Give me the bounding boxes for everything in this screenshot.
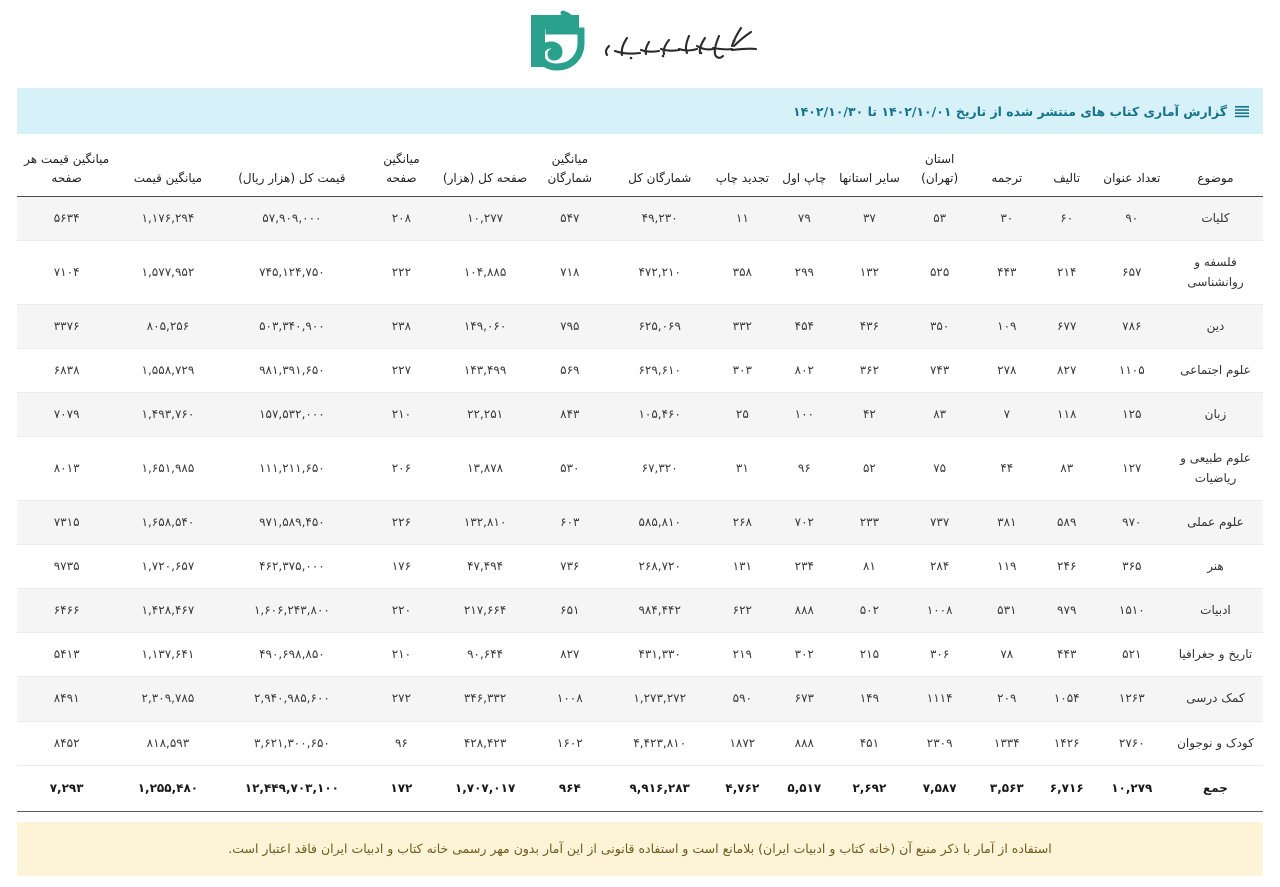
cell-reprint: ۲۶۸ [711, 500, 773, 544]
cell-authored: ۸۲۷ [1038, 348, 1096, 392]
cell-circulation-total: ۲۶۸,۷۲۰ [608, 544, 711, 588]
table-row [17, 197, 1263, 241]
footer-note: استفاده از آمار با ذکر منبع آن (خانه کتاب و ادبیات ایران) بلامانع است و استفاده قانونی از این آمار بدون مهر رسمی خانه کتاب و ادبیات ایران فاقد اعتبار است. [17, 822, 1263, 876]
total-cell-circulation-avg: ۹۶۴ [532, 765, 608, 811]
table-row [17, 304, 1263, 348]
column-header-tehran: استان (تهران) [904, 140, 976, 197]
cell-price-avg: ۲,۳۰۹,۷۸۵ [116, 677, 219, 721]
cell-circulation-total: ۱,۲۷۳,۲۷۲ [608, 677, 711, 721]
cell-price-total: ۷۴۵,۱۲۴,۷۵۰ [220, 241, 365, 304]
cell-circulation-avg: ۵۶۹ [532, 348, 608, 392]
cell-title-count: ۷۸۶ [1096, 304, 1168, 348]
cell-pages-avg: ۱۷۶ [364, 544, 438, 588]
column-header-subject: موضوع [1168, 140, 1263, 197]
cell-first-print: ۸۸۸ [773, 721, 835, 765]
cell-circulation-total: ۴,۴۲۳,۸۱۰ [608, 721, 711, 765]
cell-pages-total: ۹۰,۶۴۴ [439, 633, 532, 677]
cell-tehran: ۷۳۷ [904, 500, 976, 544]
column-header-first-print: چاپ اول [773, 140, 835, 197]
cell-price-total: ۹۸۱,۳۹۱,۶۵۰ [220, 348, 365, 392]
cell-circulation-total: ۵۸۵,۸۱۰ [608, 500, 711, 544]
column-header-price-total: قیمت کل (هزار ریال) [220, 140, 365, 197]
cell-circulation-avg: ۷۹۵ [532, 304, 608, 348]
cell-pages-total: ۲۱۷,۶۶۴ [439, 589, 532, 633]
cell-circulation-total: ۴۳۱,۳۳۰ [608, 633, 711, 677]
cell-tehran: ۸۳ [904, 393, 976, 437]
total-cell-price-avg: ۱,۲۵۵,۴۸۰ [116, 765, 219, 811]
cell-translated: ۱۰۹ [976, 304, 1038, 348]
cell-first-print: ۷۰۲ [773, 500, 835, 544]
table-row [17, 500, 1263, 544]
total-cell-other-provinces: ۲,۶۹۲ [835, 765, 903, 811]
cell-pages-total: ۳۴۶,۳۳۲ [439, 677, 532, 721]
cell-pages-avg: ۲۱۰ [364, 393, 438, 437]
cell-first-print: ۲۳۴ [773, 544, 835, 588]
cell-authored: ۸۳ [1038, 437, 1096, 500]
total-cell-pages-avg: ۱۷۲ [364, 765, 438, 811]
table-row [17, 633, 1263, 677]
cell-first-print: ۴۵۴ [773, 304, 835, 348]
cell-authored: ۱۱۸ [1038, 393, 1096, 437]
cell-translated: ۲۷۸ [976, 348, 1038, 392]
cell-authored: ۱۴۲۶ [1038, 721, 1096, 765]
cell-subject: تاریخ و جغرافیا [1168, 633, 1263, 677]
cell-price-total: ۹۷۱,۵۸۹,۴۵۰ [220, 500, 365, 544]
cell-reprint: ۳۵۸ [711, 241, 773, 304]
khaneh-ketab-logo-mark-icon [519, 9, 587, 79]
table-row [17, 677, 1263, 721]
cell-circulation-avg: ۸۲۷ [532, 633, 608, 677]
column-header-price-avg: میانگین قیمت [116, 140, 219, 197]
column-header-translated: ترجمه [976, 140, 1038, 197]
cell-first-print: ۹۶ [773, 437, 835, 500]
cell-reprint: ۶۲۲ [711, 589, 773, 633]
cell-other-provinces: ۳۶۲ [835, 348, 903, 392]
cell-title-count: ۹۷۰ [1096, 500, 1168, 544]
total-cell-authored: ۶,۷۱۶ [1038, 765, 1096, 811]
cell-price-avg: ۱,۵۷۷,۹۵۲ [116, 241, 219, 304]
cell-subject: ادبیات [1168, 589, 1263, 633]
cell-price-total: ۲,۹۴۰,۹۸۵,۶۰۰ [220, 677, 365, 721]
cell-circulation-total: ۶۲۹,۶۱۰ [608, 348, 711, 392]
cell-price-per-page: ۳۳۷۶ [17, 304, 116, 348]
cell-circulation-avg: ۵۳۰ [532, 437, 608, 500]
cell-first-print: ۲۹۹ [773, 241, 835, 304]
cell-price-avg: ۱,۴۲۸,۴۶۷ [116, 589, 219, 633]
statistics-table-container [0, 140, 1280, 812]
total-cell-title-count: ۱۰,۲۷۹ [1096, 765, 1168, 811]
cell-price-avg: ۱,۵۵۸,۷۲۹ [116, 348, 219, 392]
cell-pages-total: ۱۰۴,۸۸۵ [439, 241, 532, 304]
cell-circulation-avg: ۸۴۳ [532, 393, 608, 437]
cell-translated: ۱۱۹ [976, 544, 1038, 588]
table-row [17, 348, 1263, 392]
report-title: گزارش آماری کتاب های منتشر شده از تاریخ ۱۴۰۲/۱۰/۰۱ تا ۱۴۰۲/۱۰/۳۰ [793, 103, 1227, 119]
cell-reprint: ۳۳۲ [711, 304, 773, 348]
column-header-pages-total: صفحه کل (هزار) [439, 140, 532, 197]
cell-subject: دین [1168, 304, 1263, 348]
cell-price-total: ۱,۶۰۶,۲۴۳,۸۰۰ [220, 589, 365, 633]
cell-circulation-avg: ۱۰۰۸ [532, 677, 608, 721]
cell-subject: کودک و نوجوان [1168, 721, 1263, 765]
table-header-row [17, 140, 1263, 197]
column-header-pages-avg: میانگین صفحه [364, 140, 438, 197]
cell-title-count: ۲۷۶۰ [1096, 721, 1168, 765]
cell-price-per-page: ۸۴۹۱ [17, 677, 116, 721]
cell-price-per-page: ۷۰۷۹ [17, 393, 116, 437]
cell-other-provinces: ۳۷ [835, 197, 903, 241]
cell-price-per-page: ۹۷۳۵ [17, 544, 116, 588]
cell-subject: زبان [1168, 393, 1263, 437]
cell-other-provinces: ۴۳۶ [835, 304, 903, 348]
cell-pages-avg: ۲۰۸ [364, 197, 438, 241]
cell-pages-avg: ۹۶ [364, 721, 438, 765]
cell-authored: ۲۱۴ [1038, 241, 1096, 304]
cell-pages-avg: ۲۳۸ [364, 304, 438, 348]
cell-circulation-avg: ۵۴۷ [532, 197, 608, 241]
cell-circulation-total: ۱۰۵,۴۶۰ [608, 393, 711, 437]
cell-price-per-page: ۵۴۱۳ [17, 633, 116, 677]
cell-title-count: ۳۶۵ [1096, 544, 1168, 588]
table-row [17, 437, 1263, 500]
cell-first-print: ۸۸۸ [773, 589, 835, 633]
column-header-circulation-total: شمارگان کل [608, 140, 711, 197]
cell-reprint: ۱۱ [711, 197, 773, 241]
cell-translated: ۴۴ [976, 437, 1038, 500]
cell-pages-total: ۱۳۲,۸۱۰ [439, 500, 532, 544]
total-cell-reprint: ۴,۷۶۲ [711, 765, 773, 811]
cell-tehran: ۱۰۰۸ [904, 589, 976, 633]
cell-reprint: ۱۳۱ [711, 544, 773, 588]
cell-other-provinces: ۱۳۲ [835, 241, 903, 304]
total-cell-tehran: ۷,۵۸۷ [904, 765, 976, 811]
cell-circulation-total: ۶۷,۳۲۰ [608, 437, 711, 500]
cell-other-provinces: ۱۴۹ [835, 677, 903, 721]
cell-price-avg: ۸۱۸,۵۹۳ [116, 721, 219, 765]
total-cell-price-total: ۱۲,۴۴۹,۷۰۳,۱۰۰ [220, 765, 365, 811]
cell-pages-total: ۴۲۸,۴۲۳ [439, 721, 532, 765]
cell-reprint: ۳۱ [711, 437, 773, 500]
cell-tehran: ۵۳ [904, 197, 976, 241]
cell-title-count: ۱۱۰۵ [1096, 348, 1168, 392]
total-cell-subject: جمع [1168, 765, 1263, 811]
cell-translated: ۴۴۳ [976, 241, 1038, 304]
cell-pages-total: ۲۲,۲۵۱ [439, 393, 532, 437]
cell-first-print: ۳۰۲ [773, 633, 835, 677]
cell-tehran: ۳۵۰ [904, 304, 976, 348]
cell-price-avg: ۱,۴۹۳,۷۶۰ [116, 393, 219, 437]
total-cell-circulation-total: ۹,۹۱۶,۲۸۳ [608, 765, 711, 811]
cell-authored: ۵۸۹ [1038, 500, 1096, 544]
cell-translated: ۳۰ [976, 197, 1038, 241]
total-cell-pages-total: ۱,۷۰۷,۰۱۷ [439, 765, 532, 811]
cell-title-count: ۶۵۷ [1096, 241, 1168, 304]
cell-price-per-page: ۶۴۶۶ [17, 589, 116, 633]
cell-reprint: ۳۰۳ [711, 348, 773, 392]
cell-price-total: ۱۵۷,۵۳۲,۰۰۰ [220, 393, 365, 437]
cell-authored: ۴۴۳ [1038, 633, 1096, 677]
column-header-circulation-avg: میانگین شمارگان [532, 140, 608, 197]
cell-circulation-avg: ۷۱۸ [532, 241, 608, 304]
cell-other-provinces: ۲۳۳ [835, 500, 903, 544]
cell-price-per-page: ۸۰۱۳ [17, 437, 116, 500]
cell-pages-avg: ۲۷۲ [364, 677, 438, 721]
table-row [17, 721, 1263, 765]
cell-circulation-avg: ۶۰۳ [532, 500, 608, 544]
cell-subject: کلیات [1168, 197, 1263, 241]
cell-pages-total: ۱۳,۸۷۸ [439, 437, 532, 500]
cell-subject: علوم طبیعی و ریاضیات [1168, 437, 1263, 500]
cell-other-provinces: ۴۲ [835, 393, 903, 437]
cell-pages-avg: ۲۱۰ [364, 633, 438, 677]
cell-authored: ۶۷۷ [1038, 304, 1096, 348]
cell-reprint: ۲۱۹ [711, 633, 773, 677]
cell-price-avg: ۸۰۵,۲۵۶ [116, 304, 219, 348]
cell-title-count: ۱۲۶۳ [1096, 677, 1168, 721]
cell-pages-total: ۴۷,۴۹۴ [439, 544, 532, 588]
cell-subject: علوم عملی [1168, 500, 1263, 544]
cell-translated: ۵۳۱ [976, 589, 1038, 633]
report-banner-container [0, 88, 1280, 134]
cell-subject: فلسفه و روانشناسی [1168, 241, 1263, 304]
cell-other-provinces: ۲۱۵ [835, 633, 903, 677]
cell-translated: ۷۸ [976, 633, 1038, 677]
cell-price-total: ۳,۶۲۱,۳۰۰,۶۵۰ [220, 721, 365, 765]
cell-circulation-total: ۹۸۴,۴۴۲ [608, 589, 711, 633]
cell-pages-total: ۱۴۳,۴۹۹ [439, 348, 532, 392]
cell-circulation-avg: ۶۵۱ [532, 589, 608, 633]
footer-note-container [0, 822, 1280, 876]
cell-price-total: ۴۶۲,۳۷۵,۰۰۰ [220, 544, 365, 588]
cell-subject: علوم اجتماعی [1168, 348, 1263, 392]
cell-translated: ۳۸۱ [976, 500, 1038, 544]
cell-authored: ۶۰ [1038, 197, 1096, 241]
cell-translated: ۱۳۳۴ [976, 721, 1038, 765]
cell-price-avg: ۱,۶۵۸,۵۴۰ [116, 500, 219, 544]
cell-title-count: ۱۲۵ [1096, 393, 1168, 437]
cell-pages-total: ۱۴۹,۰۶۰ [439, 304, 532, 348]
cell-pages-total: ۱۰,۲۷۷ [439, 197, 532, 241]
cell-tehran: ۲۳۰۹ [904, 721, 976, 765]
cell-translated: ۲۰۹ [976, 677, 1038, 721]
cell-pages-avg: ۲۲۰ [364, 589, 438, 633]
column-header-authored: تالیف [1038, 140, 1096, 197]
table-body [17, 197, 1263, 812]
cell-translated: ۷ [976, 393, 1038, 437]
cell-price-total: ۴۹۰,۶۹۸,۸۵۰ [220, 633, 365, 677]
column-header-title-count: تعداد عنوان [1096, 140, 1168, 197]
table-row [17, 393, 1263, 437]
cell-price-total: ۵۰۳,۳۴۰,۹۰۰ [220, 304, 365, 348]
cell-circulation-avg: ۱۶۰۲ [532, 721, 608, 765]
cell-price-total: ۱۱۱,۲۱۱,۶۵۰ [220, 437, 365, 500]
cell-first-print: ۱۰۰ [773, 393, 835, 437]
site-header [0, 0, 1280, 88]
cell-circulation-total: ۶۲۵,۰۶۹ [608, 304, 711, 348]
cell-tehran: ۳۰۶ [904, 633, 976, 677]
cell-authored: ۲۴۶ [1038, 544, 1096, 588]
cell-tehran: ۵۲۵ [904, 241, 976, 304]
total-cell-price-per-page: ۷,۲۹۳ [17, 765, 116, 811]
cell-other-provinces: ۵۲ [835, 437, 903, 500]
cell-pages-avg: ۲۰۶ [364, 437, 438, 500]
cell-title-count: ۱۲۷ [1096, 437, 1168, 500]
report-banner [17, 88, 1263, 134]
cell-price-avg: ۱,۱۷۶,۲۹۴ [116, 197, 219, 241]
total-cell-first-print: ۵,۵۱۷ [773, 765, 835, 811]
cell-subject: کمک درسی [1168, 677, 1263, 721]
cell-reprint: ۲۵ [711, 393, 773, 437]
table-row [17, 241, 1263, 304]
table-row [17, 589, 1263, 633]
cell-first-print: ۷۹ [773, 197, 835, 241]
total-cell-translated: ۳,۵۶۳ [976, 765, 1038, 811]
cell-circulation-total: ۴۹,۲۳۰ [608, 197, 711, 241]
cell-price-per-page: ۷۱۰۴ [17, 241, 116, 304]
cell-price-avg: ۱,۶۵۱,۹۸۵ [116, 437, 219, 500]
cell-price-per-page: ۶۸۳۸ [17, 348, 116, 392]
table-row [17, 544, 1263, 588]
cell-pages-avg: ۲۲۷ [364, 348, 438, 392]
cell-other-provinces: ۸۱ [835, 544, 903, 588]
cell-price-avg: ۱,۷۲۰,۶۵۷ [116, 544, 219, 588]
cell-tehran: ۲۸۴ [904, 544, 976, 588]
cell-authored: ۹۷۹ [1038, 589, 1096, 633]
cell-reprint: ۵۹۰ [711, 677, 773, 721]
cell-price-avg: ۱,۱۳۷,۶۴۱ [116, 633, 219, 677]
cell-subject: هنر [1168, 544, 1263, 588]
cell-circulation-avg: ۷۳۶ [532, 544, 608, 588]
cell-tehran: ۱۱۱۴ [904, 677, 976, 721]
cell-price-per-page: ۵۶۳۴ [17, 197, 116, 241]
column-header-price-per-page: میانگین قیمت هر صفحه [17, 140, 116, 197]
statistics-table [17, 140, 1263, 812]
list-icon [1235, 104, 1249, 118]
table-total-row [17, 765, 1263, 811]
cell-first-print: ۶۷۳ [773, 677, 835, 721]
cell-pages-avg: ۲۲۶ [364, 500, 438, 544]
cell-title-count: ۹۰ [1096, 197, 1168, 241]
cell-first-print: ۸۰۲ [773, 348, 835, 392]
cell-price-per-page: ۷۳۱۵ [17, 500, 116, 544]
cell-circulation-total: ۴۷۲,۲۱۰ [608, 241, 711, 304]
cell-title-count: ۱۵۱۰ [1096, 589, 1168, 633]
column-header-other-provinces: سایر استانها [835, 140, 903, 197]
cell-price-total: ۵۷,۹۰۹,۰۰۰ [220, 197, 365, 241]
cell-price-per-page: ۸۴۵۲ [17, 721, 116, 765]
cell-pages-avg: ۲۲۲ [364, 241, 438, 304]
cell-tehran: ۷۴۳ [904, 348, 976, 392]
cell-tehran: ۷۵ [904, 437, 976, 500]
cell-other-provinces: ۵۰۲ [835, 589, 903, 633]
brand-wordmark [601, 16, 761, 72]
cell-other-provinces: ۴۵۱ [835, 721, 903, 765]
cell-reprint: ۱۸۷۲ [711, 721, 773, 765]
column-header-reprint: تجدید چاپ [711, 140, 773, 197]
cell-title-count: ۵۲۱ [1096, 633, 1168, 677]
cell-authored: ۱۰۵۴ [1038, 677, 1096, 721]
